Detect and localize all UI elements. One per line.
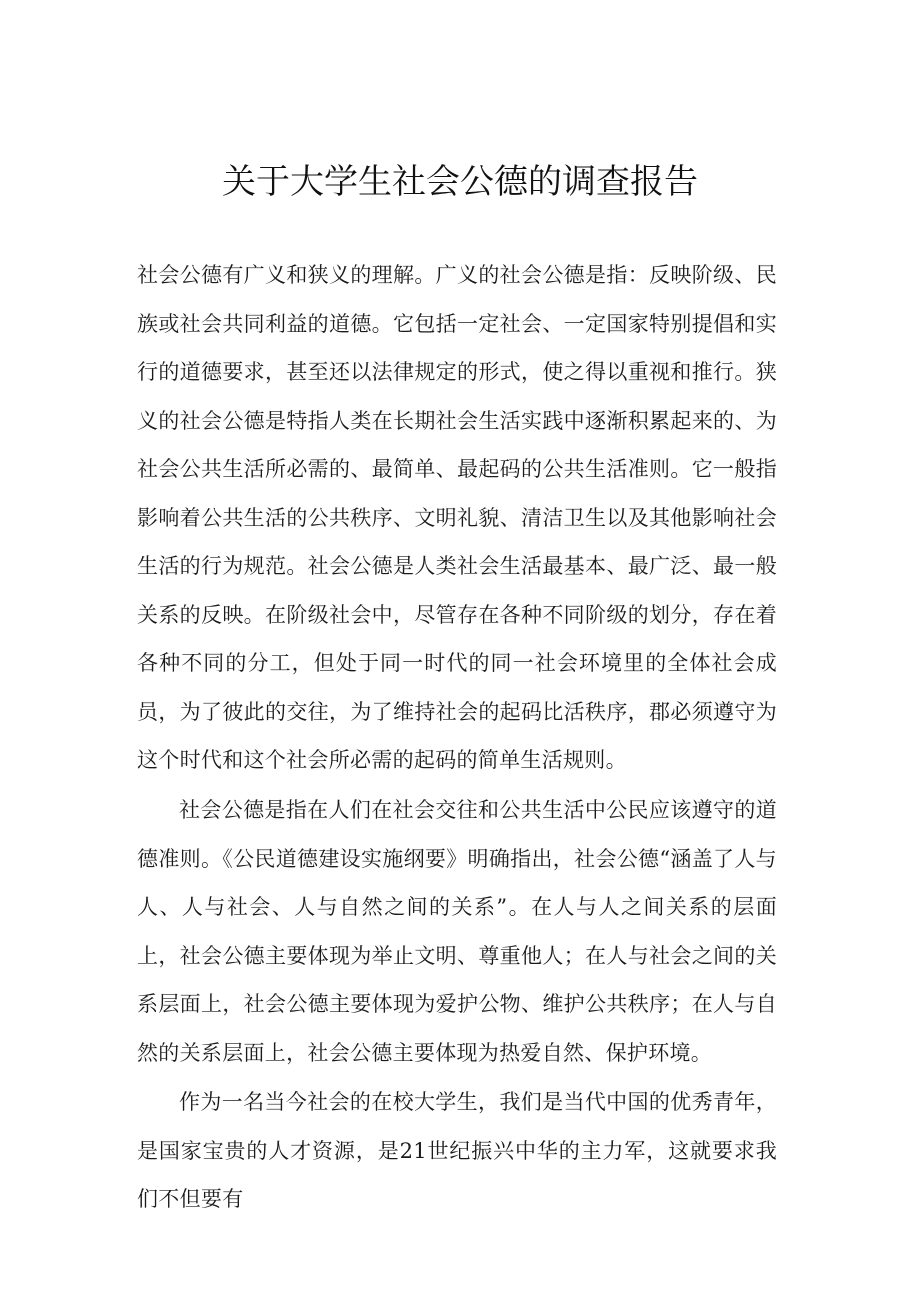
paragraph-3: 作为一名当今社会的在校大学生，我们是当代中国的优秀青年，是国家宝贵的人才资源，是21世纪振兴中华的主力军，这就要求我们不但要有 <box>137 1090 777 1211</box>
paragraph-1: 社会公德有广义和狭义的理解。广义的社会公德是指：反映阶级、民族或社会共同利益的道德。它包括一定社会、一定国家特别提倡和实行的道德要求，甚至还以法律规定的形式，使之得以重视和推行。狭义的社会公德是特指人类在长期社会生活实践中逐渐积累起来的、为社会公共生活所必需的、最简单、最起码的公共生活准则。它一般指影响着公共生活的公共秩序、文明礼貌、清洁卫生以及其他影响社会生活的行为规范。社会公德是人类社会生活最基本、最广泛、最一般关系的反映。在阶级社会中，尽管存在各种不同阶级的划分，存在着各种不同的分工，但处于同一时代的同一社会环境里的全体社会成员，为了彼此的交往，为了维持社会的起码比活秩序，郡必须遵守为这个时代和这个社会所必需的起码的简单生活规则。 <box>137 263 777 772</box>
paragraph-2: 社会公德是指在人们在社会交往和公共生活中公民应该遵守的道德准则。《公民道德建设实施纲要》明确指出，社会公德“涵盖了人与人、人与社会、人与自然之间的关系”。在人与人之间关系的层面上，社会公德主要体现为举止文明、尊重他人；在人与社会之间的关系层面上，社会公德主要体现为爱护公物、维护公共秩序；在人与自然的关系层面上，社会公德主要体现为热爱自然、保护环境。 <box>137 798 777 1065</box>
document-title: 关于大学生社会公德的调查报告 <box>222 162 698 202</box>
